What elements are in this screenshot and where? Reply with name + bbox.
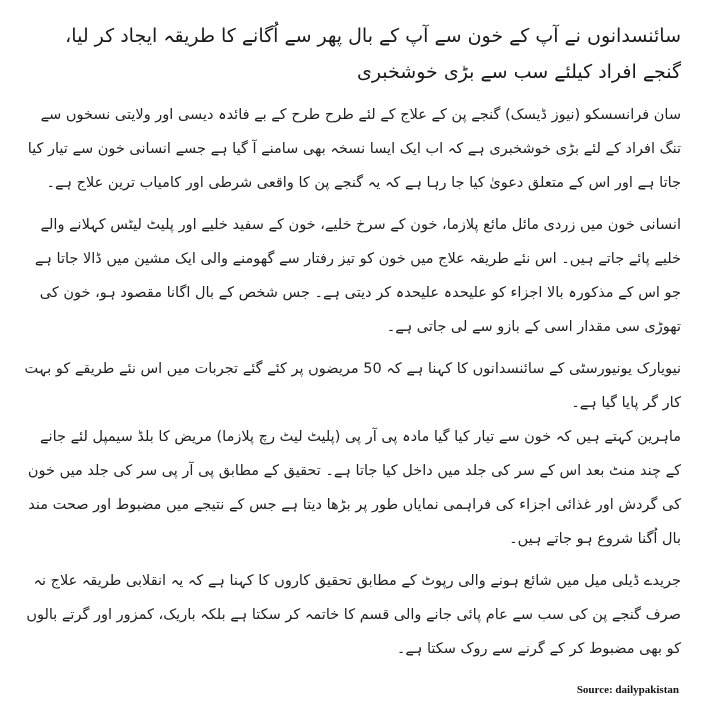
article-paragraph-prp-procedure: ماہرین کہتے ہیں کہ خون سے تیار کیا گیا مادہ پی آر پی (پلیٹ لیٹ رچ پلازما) مریض کا بلڈ سیمپل لئے جانے کے چند منٹ بعد اس کے سر کی جلد میں داخل کیا جاتا ہے۔ تحقیق کے مطابق پی آر پی سر کی جلد میں خون کی گردش اور غذائی اجزاء کی فراہمی نمایاں طور پر بڑھا دیتا ہے جس کے نتیجے میں مضبوط اور صحت مند بال اُگنا شروع ہو جاتے ہیں۔: [27, 429, 681, 547]
article-paragraph-daily-mail: جریدے ڈیلی میل میں شائع ہونے والی رپوٹ کے مطابق تحقیق کاروں کا کہنا ہے کہ یہ انقلابی طریقہ علاج نہ صرف گنجے پن کی سب سے عام پائی جانے والی قسم کا خاتمہ کر سکتا ہے بلکہ باریک، کمزور اور گرتے بالوں کو بھی مضبوط کر کے گرنے سے روک سکتا ہے۔: [26, 573, 681, 657]
article-paragraph-blood-components: انسانی خون میں زردی مائل مائع پلازما، خون کے سرخ خلیے، خون کے سفید خلیے اور پلیٹ لیٹس کہلانے والے خلیے پائے جاتے ہیں۔ اس نئے طریقہ علاج میں خون کو تیز رفتار سے گھومنے والی ایک مشین میں ڈالا جاتا ہے جو اس کے مذکورہ بالا اجزاء کو علیحدہ علیحدہ کر دیتی ہے۔ جس شخص کے بال اگانا مقصود ہو، خون کی تھوڑی سی مقدار اسی کے بازو سے لی جاتی ہے۔: [34, 217, 681, 335]
article-body: [24, 98, 681, 666]
source-credit: Source: dailypakistan: [576, 684, 679, 696]
article-paragraph-nyu-trial: نیویارک یونیورسٹی کے سائنسدانوں کا کہنا ہے کہ 50 مریضوں پر کئے گئے تجربات میں اس نئے طریقے کو بہت کار گر پایا گیا ہے۔: [24, 361, 681, 411]
article-paragraph-intro: سان فرانسسکو (نیوز ڈیسک) گنجے پن کے علاج کے لئے طرح طرح کے بے فائدہ دیسی اور ولایتی نسخوں سے تنگ افراد کے لئے بڑی خوشخبری ہے کہ اب ایک ایسا نسخہ بھی سامنے آ گیا ہے جسے انسانی خون سے تیار کیا جاتا ہے اور اس کے متعلق دعویٰ کیا جا رہا ہے کہ یہ گنجے پن کا واقعی شرطی اور کامیاب ترین علاج ہے۔: [27, 107, 681, 191]
article-headline: سائنسدانوں نے آپ کے خون سے آپ کے بال پھر سے اُگانے کا طریقہ ایجاد کر لیا، گنجے افراد کیلئے سب سے بڑی خوشخبری: [65, 25, 681, 83]
